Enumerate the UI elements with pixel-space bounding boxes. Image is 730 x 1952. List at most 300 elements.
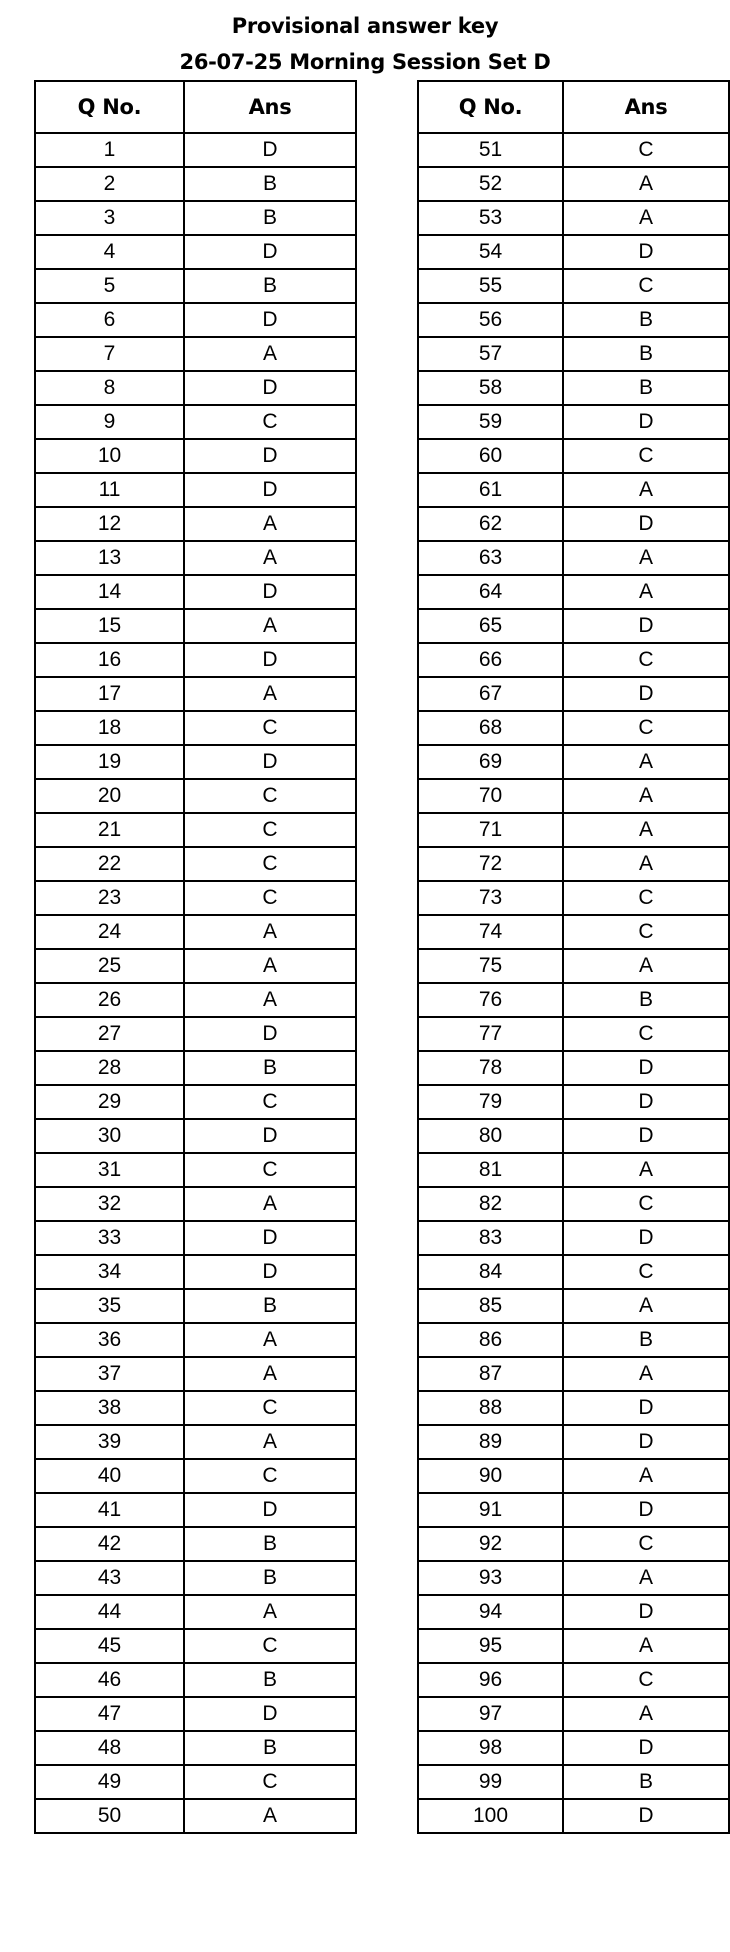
question-number-cell: 26	[35, 983, 184, 1017]
question-number-cell: 87	[418, 1357, 563, 1391]
table-row	[418, 507, 729, 541]
table-row	[35, 881, 356, 915]
question-number-cell: 53	[418, 201, 563, 235]
question-number-cell: 52	[418, 167, 563, 201]
table-row	[418, 1629, 729, 1663]
answer-cell: D	[563, 405, 729, 439]
table-row	[418, 677, 729, 711]
question-number-cell: 61	[418, 473, 563, 507]
answer-cell: C	[184, 405, 356, 439]
question-number-cell: 39	[35, 1425, 184, 1459]
table-row	[35, 1187, 356, 1221]
table-row	[418, 643, 729, 677]
answer-cell: A	[184, 541, 356, 575]
answer-cell: A	[184, 1357, 356, 1391]
question-number-cell: 91	[418, 1493, 563, 1527]
answer-cell: D	[184, 235, 356, 269]
table-row	[35, 1527, 356, 1561]
question-number-cell: 78	[418, 1051, 563, 1085]
table-row	[35, 405, 356, 439]
table-row	[35, 915, 356, 949]
table-row	[35, 541, 356, 575]
answer-cell: C	[184, 1459, 356, 1493]
table-row	[35, 1085, 356, 1119]
question-number-cell: 47	[35, 1697, 184, 1731]
table-row	[35, 983, 356, 1017]
table-header-row	[418, 81, 729, 133]
answer-cell: D	[563, 507, 729, 541]
answer-cell: A	[184, 677, 356, 711]
answer-cell: C	[563, 643, 729, 677]
answer-cell: C	[184, 779, 356, 813]
table-row	[35, 1765, 356, 1799]
question-number-cell: 57	[418, 337, 563, 371]
table-row	[35, 643, 356, 677]
table-row	[418, 1731, 729, 1765]
question-number-cell: 85	[418, 1289, 563, 1323]
answer-cell: C	[184, 1085, 356, 1119]
answer-cell: B	[563, 1765, 729, 1799]
answer-cell: D	[184, 371, 356, 405]
table-row	[35, 1595, 356, 1629]
question-number-cell: 69	[418, 745, 563, 779]
question-number-cell: 59	[418, 405, 563, 439]
answer-rows-right	[418, 133, 729, 1833]
question-number-cell: 56	[418, 303, 563, 337]
answer-cell: C	[184, 881, 356, 915]
question-number-cell: 3	[35, 201, 184, 235]
answer-cell: C	[184, 847, 356, 881]
question-number-cell: 58	[418, 371, 563, 405]
question-number-cell: 21	[35, 813, 184, 847]
document-header	[0, 0, 730, 80]
answer-cell: A	[563, 1629, 729, 1663]
answer-cell: D	[563, 1799, 729, 1833]
table-row	[35, 1629, 356, 1663]
answer-cell: A	[563, 473, 729, 507]
table-row	[418, 1255, 729, 1289]
table-row	[418, 167, 729, 201]
question-number-cell: 15	[35, 609, 184, 643]
question-number-cell: 45	[35, 1629, 184, 1663]
table-row	[35, 1459, 356, 1493]
answer-cell: A	[563, 1561, 729, 1595]
table-row	[35, 1561, 356, 1595]
question-number-cell: 1	[35, 133, 184, 167]
answer-cell: A	[184, 507, 356, 541]
answer-cell: B	[563, 983, 729, 1017]
answer-cell: A	[184, 337, 356, 371]
table-row	[418, 575, 729, 609]
answer-cell: D	[563, 1493, 729, 1527]
question-number-cell: 42	[35, 1527, 184, 1561]
question-number-cell: 20	[35, 779, 184, 813]
table-row	[418, 983, 729, 1017]
question-number-cell: 93	[418, 1561, 563, 1595]
table-row	[35, 1255, 356, 1289]
table-row	[418, 779, 729, 813]
answer-cell: D	[184, 1119, 356, 1153]
answer-cell: B	[184, 1731, 356, 1765]
question-number-cell: 92	[418, 1527, 563, 1561]
session-subtitle: 26-07-25 Morning Session Set D	[179, 50, 551, 74]
answer-cell: C	[563, 439, 729, 473]
table-row	[35, 1731, 356, 1765]
answer-cell: C	[184, 711, 356, 745]
answer-cell: B	[184, 1527, 356, 1561]
question-number-cell: 4	[35, 235, 184, 269]
question-number-cell: 73	[418, 881, 563, 915]
answer-cell: A	[563, 1357, 729, 1391]
answer-cell: A	[184, 915, 356, 949]
answer-cell: D	[184, 1221, 356, 1255]
answer-cell: C	[563, 711, 729, 745]
question-number-cell: 35	[35, 1289, 184, 1323]
table-row	[418, 439, 729, 473]
table-row	[418, 1357, 729, 1391]
table-row	[418, 745, 729, 779]
table-row	[418, 371, 729, 405]
question-number-cell: 64	[418, 575, 563, 609]
table-row	[418, 609, 729, 643]
question-number-cell: 90	[418, 1459, 563, 1493]
answer-cell: C	[563, 133, 729, 167]
answer-cell: D	[563, 1221, 729, 1255]
question-number-cell: 95	[418, 1629, 563, 1663]
answer-cell: D	[184, 1255, 356, 1289]
question-number-cell: 50	[35, 1799, 184, 1833]
question-number-cell: 23	[35, 881, 184, 915]
answer-cell: A	[563, 813, 729, 847]
table-row	[418, 881, 729, 915]
answer-cell: A	[563, 1697, 729, 1731]
answer-cell: C	[563, 1663, 729, 1697]
table-row	[418, 915, 729, 949]
question-number-cell: 25	[35, 949, 184, 983]
question-number-cell: 88	[418, 1391, 563, 1425]
table-row	[418, 1391, 729, 1425]
table-row	[35, 1153, 356, 1187]
table-row	[35, 779, 356, 813]
question-number-cell: 99	[418, 1765, 563, 1799]
answer-cell: C	[563, 1255, 729, 1289]
answer-cell: D	[184, 575, 356, 609]
answer-cell: C	[563, 915, 729, 949]
table-row	[418, 303, 729, 337]
question-number-cell: 89	[418, 1425, 563, 1459]
table-row	[35, 337, 356, 371]
answer-cell: C	[184, 1153, 356, 1187]
answer-cell: A	[563, 541, 729, 575]
answer-cell: C	[563, 1017, 729, 1051]
question-number-cell: 9	[35, 405, 184, 439]
table-row	[418, 949, 729, 983]
answer-cell: D	[563, 1425, 729, 1459]
question-number-cell: 36	[35, 1323, 184, 1357]
answer-header: Ans	[563, 81, 729, 133]
answer-cell: D	[563, 1595, 729, 1629]
answer-cell: D	[184, 643, 356, 677]
question-number-cell: 55	[418, 269, 563, 303]
answer-cell: A	[184, 1425, 356, 1459]
table-row	[35, 1119, 356, 1153]
question-number-cell: 68	[418, 711, 563, 745]
answer-cell: A	[563, 575, 729, 609]
table-row	[35, 1799, 356, 1833]
question-number-cell: 49	[35, 1765, 184, 1799]
answer-cell: D	[563, 677, 729, 711]
answer-cell: B	[184, 1561, 356, 1595]
answer-cell: A	[563, 949, 729, 983]
answer-cell: A	[184, 1799, 356, 1833]
table-row	[35, 439, 356, 473]
question-number-cell: 18	[35, 711, 184, 745]
answer-cell: A	[184, 1323, 356, 1357]
table-row	[418, 813, 729, 847]
answer-cell: A	[563, 745, 729, 779]
question-number-cell: 38	[35, 1391, 184, 1425]
table-row	[35, 201, 356, 235]
question-number-cell: 2	[35, 167, 184, 201]
answer-cell: B	[184, 269, 356, 303]
table-row	[35, 1017, 356, 1051]
table-row	[35, 609, 356, 643]
answer-cell: D	[184, 1697, 356, 1731]
table-row	[418, 1017, 729, 1051]
table-row	[418, 201, 729, 235]
question-number-cell: 34	[35, 1255, 184, 1289]
question-number-cell: 43	[35, 1561, 184, 1595]
table-row	[418, 1561, 729, 1595]
table-row	[418, 1051, 729, 1085]
table-row	[418, 1799, 729, 1833]
answer-cell: B	[563, 303, 729, 337]
question-number-cell: 86	[418, 1323, 563, 1357]
table-row	[35, 1663, 356, 1697]
question-number-cell: 76	[418, 983, 563, 1017]
question-number-cell: 24	[35, 915, 184, 949]
answer-cell: C	[563, 1187, 729, 1221]
question-number-cell: 10	[35, 439, 184, 473]
table-row	[418, 235, 729, 269]
answer-cell: D	[563, 1119, 729, 1153]
table-row	[35, 269, 356, 303]
answer-cell: D	[563, 1085, 729, 1119]
answer-cell: A	[184, 1595, 356, 1629]
question-number-cell: 17	[35, 677, 184, 711]
question-number-cell: 19	[35, 745, 184, 779]
answer-cell: D	[184, 439, 356, 473]
answer-cell: C	[184, 1629, 356, 1663]
answer-cell: D	[184, 1017, 356, 1051]
answer-rows-left	[35, 133, 356, 1833]
answer-cell: D	[184, 1493, 356, 1527]
table-row	[35, 1357, 356, 1391]
answer-cell: A	[184, 1187, 356, 1221]
table-row	[418, 405, 729, 439]
table-row	[35, 1289, 356, 1323]
question-number-cell: 28	[35, 1051, 184, 1085]
answer-cell: D	[563, 1051, 729, 1085]
question-number-cell: 100	[418, 1799, 563, 1833]
table-row	[418, 337, 729, 371]
table-row	[418, 1153, 729, 1187]
question-number-cell: 83	[418, 1221, 563, 1255]
table-row	[418, 1663, 729, 1697]
answer-cell: B	[563, 371, 729, 405]
question-number-cell: 54	[418, 235, 563, 269]
table-row	[418, 541, 729, 575]
answer-cell: C	[184, 1765, 356, 1799]
question-number-cell: 41	[35, 1493, 184, 1527]
table-row	[418, 1323, 729, 1357]
question-number-cell: 33	[35, 1221, 184, 1255]
answer-cell: D	[563, 235, 729, 269]
table-row	[418, 1697, 729, 1731]
table-row	[418, 1289, 729, 1323]
table-row	[35, 1391, 356, 1425]
question-number-cell: 84	[418, 1255, 563, 1289]
answer-cell: A	[563, 1153, 729, 1187]
table-row	[35, 949, 356, 983]
question-number-cell: 48	[35, 1731, 184, 1765]
table-row	[35, 1425, 356, 1459]
question-number-cell: 70	[418, 779, 563, 813]
answer-cell: A	[184, 609, 356, 643]
question-number-cell: 82	[418, 1187, 563, 1221]
question-number-cell: 8	[35, 371, 184, 405]
answer-cell: A	[563, 167, 729, 201]
answer-cell: B	[563, 1323, 729, 1357]
question-number-cell: 12	[35, 507, 184, 541]
answer-cell: A	[563, 779, 729, 813]
table-row	[35, 1323, 356, 1357]
question-number-cell: 63	[418, 541, 563, 575]
answer-cell: B	[184, 201, 356, 235]
question-number-cell: 5	[35, 269, 184, 303]
question-number-cell: 14	[35, 575, 184, 609]
question-number-header: Q No.	[418, 81, 563, 133]
question-number-cell: 29	[35, 1085, 184, 1119]
question-number-cell: 67	[418, 677, 563, 711]
table-row	[418, 1527, 729, 1561]
question-number-cell: 65	[418, 609, 563, 643]
table-header-row	[35, 81, 356, 133]
table-row	[418, 269, 729, 303]
table-row	[418, 473, 729, 507]
question-number-cell: 96	[418, 1663, 563, 1697]
table-row	[35, 1493, 356, 1527]
question-number-cell: 11	[35, 473, 184, 507]
question-number-cell: 79	[418, 1085, 563, 1119]
question-number-header: Q No.	[35, 81, 184, 133]
question-number-cell: 51	[418, 133, 563, 167]
table-row	[35, 847, 356, 881]
answer-cell: D	[563, 1391, 729, 1425]
question-number-cell: 98	[418, 1731, 563, 1765]
table-row	[35, 303, 356, 337]
answer-cell: A	[563, 847, 729, 881]
answer-table-right	[417, 80, 730, 1834]
question-number-cell: 46	[35, 1663, 184, 1697]
table-row	[35, 507, 356, 541]
answer-cell: D	[184, 473, 356, 507]
question-number-cell: 37	[35, 1357, 184, 1391]
question-number-cell: 97	[418, 1697, 563, 1731]
question-number-cell: 31	[35, 1153, 184, 1187]
question-number-cell: 75	[418, 949, 563, 983]
question-number-cell: 32	[35, 1187, 184, 1221]
table-row	[418, 1221, 729, 1255]
question-number-cell: 44	[35, 1595, 184, 1629]
answer-header: Ans	[184, 81, 356, 133]
table-row	[35, 745, 356, 779]
answer-cell: D	[184, 133, 356, 167]
table-row	[418, 1459, 729, 1493]
question-number-cell: 60	[418, 439, 563, 473]
table-row	[418, 1119, 729, 1153]
table-row	[35, 235, 356, 269]
table-row	[418, 1595, 729, 1629]
table-row	[418, 847, 729, 881]
question-number-cell: 71	[418, 813, 563, 847]
table-row	[35, 813, 356, 847]
question-number-cell: 94	[418, 1595, 563, 1629]
answer-cell: D	[184, 303, 356, 337]
answer-cell: B	[184, 1663, 356, 1697]
question-number-cell: 6	[35, 303, 184, 337]
table-row	[35, 677, 356, 711]
table-row	[418, 1187, 729, 1221]
question-number-cell: 40	[35, 1459, 184, 1493]
question-number-cell: 80	[418, 1119, 563, 1153]
question-number-cell: 77	[418, 1017, 563, 1051]
table-row	[35, 371, 356, 405]
answer-cell: B	[184, 1051, 356, 1085]
question-number-cell: 16	[35, 643, 184, 677]
answer-cell: B	[184, 167, 356, 201]
answer-cell: B	[184, 1289, 356, 1323]
answer-cell: D	[563, 1731, 729, 1765]
table-row	[35, 711, 356, 745]
answer-cell: A	[563, 1459, 729, 1493]
answer-cell: D	[184, 745, 356, 779]
answer-cell: A	[184, 983, 356, 1017]
document-title: Provisional answer key	[231, 14, 499, 38]
table-row	[418, 1085, 729, 1119]
question-number-cell: 72	[418, 847, 563, 881]
question-number-cell: 62	[418, 507, 563, 541]
question-number-cell: 30	[35, 1119, 184, 1153]
answer-cell: A	[184, 949, 356, 983]
table-row	[35, 167, 356, 201]
answer-cell: A	[563, 201, 729, 235]
question-number-cell: 81	[418, 1153, 563, 1187]
table-row	[35, 133, 356, 167]
answer-cell: C	[563, 1527, 729, 1561]
table-row	[35, 1697, 356, 1731]
table-row	[35, 1051, 356, 1085]
table-row	[418, 1493, 729, 1527]
question-number-cell: 74	[418, 915, 563, 949]
table-row	[35, 473, 356, 507]
question-number-cell: 13	[35, 541, 184, 575]
answer-cell: A	[563, 1289, 729, 1323]
table-row	[418, 711, 729, 745]
answer-cell: C	[563, 269, 729, 303]
question-number-cell: 66	[418, 643, 563, 677]
table-row	[418, 1425, 729, 1459]
